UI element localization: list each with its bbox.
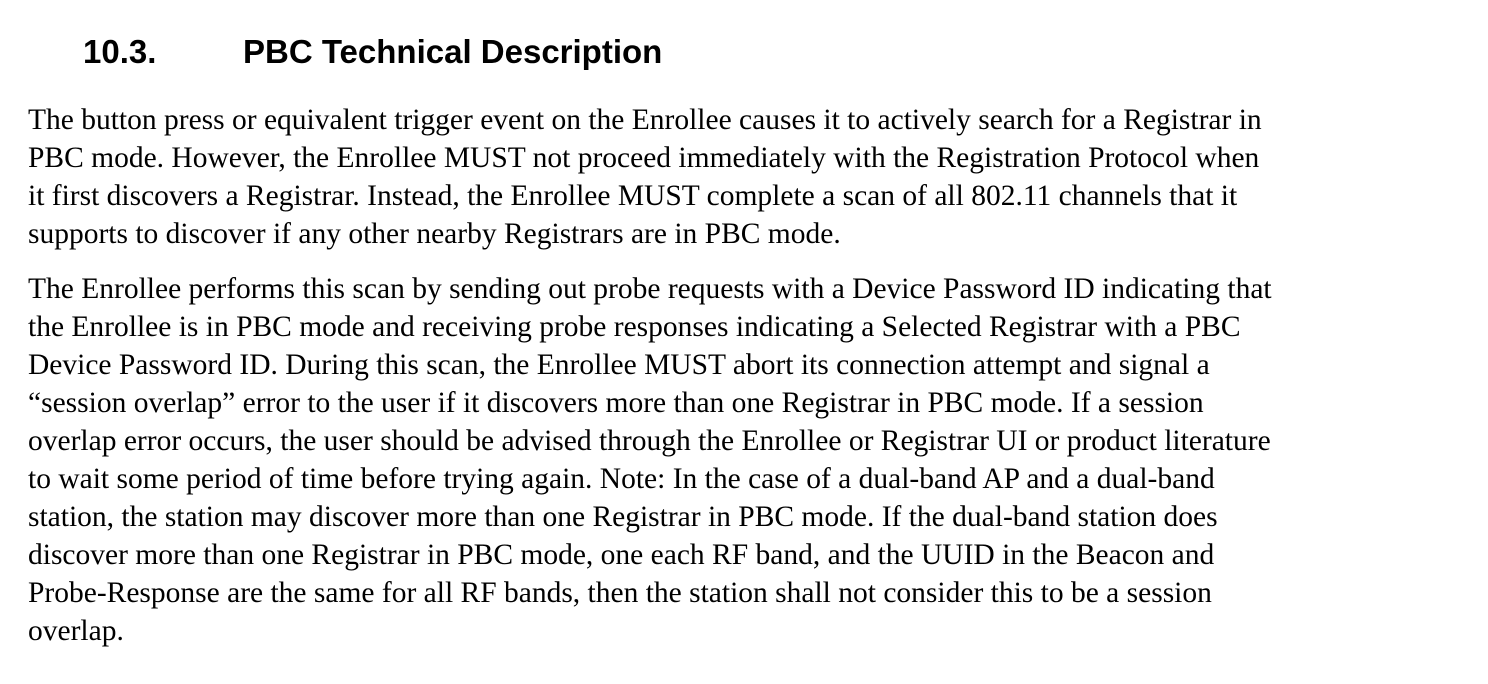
section-title: PBC Technical Description [243,33,663,70]
paragraph-line: station, the station may discover more than one Registrar in PBC mode. If the dual-band station does [28,501,1218,533]
paragraph-line: overlap. [28,615,124,647]
paragraph-line: the Enrollee is in PBC mode and receiving probe responses indicating a Selected Registrar with a PBC [28,311,1241,343]
paragraph-line: supports to discover if any other nearby Registrars are in PBC mode. [28,218,841,250]
paragraph-line: PBC mode. However, the Enrollee MUST not proceed immediately with the Registration Protocol when [28,142,1260,174]
paragraph-line: “session overlap” error to the user if it discovers more than one Registrar in PBC mode. If a session [28,387,1204,419]
section-number: 10.3. [83,33,157,70]
paragraph-pbc-search [28,101,1262,253]
paragraph-line: Probe-Response are the same for all RF bands, then the station shall not consider this to be a session [28,577,1212,609]
paragraph-line: discover more than one Registrar in PBC mode, one each RF band, and the UUID in the Beacon and [28,539,1215,571]
paragraph-line: it first discovers a Registrar. Instead, the Enrollee MUST complete a scan of all 802.11 channels that it [28,180,1238,212]
paragraph-line: The Enrollee performs this scan by sending out probe requests with a Device Password ID indicating that [28,273,1272,305]
paragraph-session-overlap [28,270,1272,650]
paragraph-line: The button press or equivalent trigger event on the Enrollee causes it to actively search for a Registrar in [28,104,1262,136]
paragraph-line: Device Password ID. During this scan, the Enrollee MUST abort its connection attempt and signal a [28,349,1210,381]
paragraph-line: to wait some period of time before trying again. Note: In the case of a dual-band AP and a dual-band [28,463,1215,495]
paragraph-line: overlap error occurs, the user should be advised through the Enrollee or Registrar UI or product literature [28,425,1271,457]
